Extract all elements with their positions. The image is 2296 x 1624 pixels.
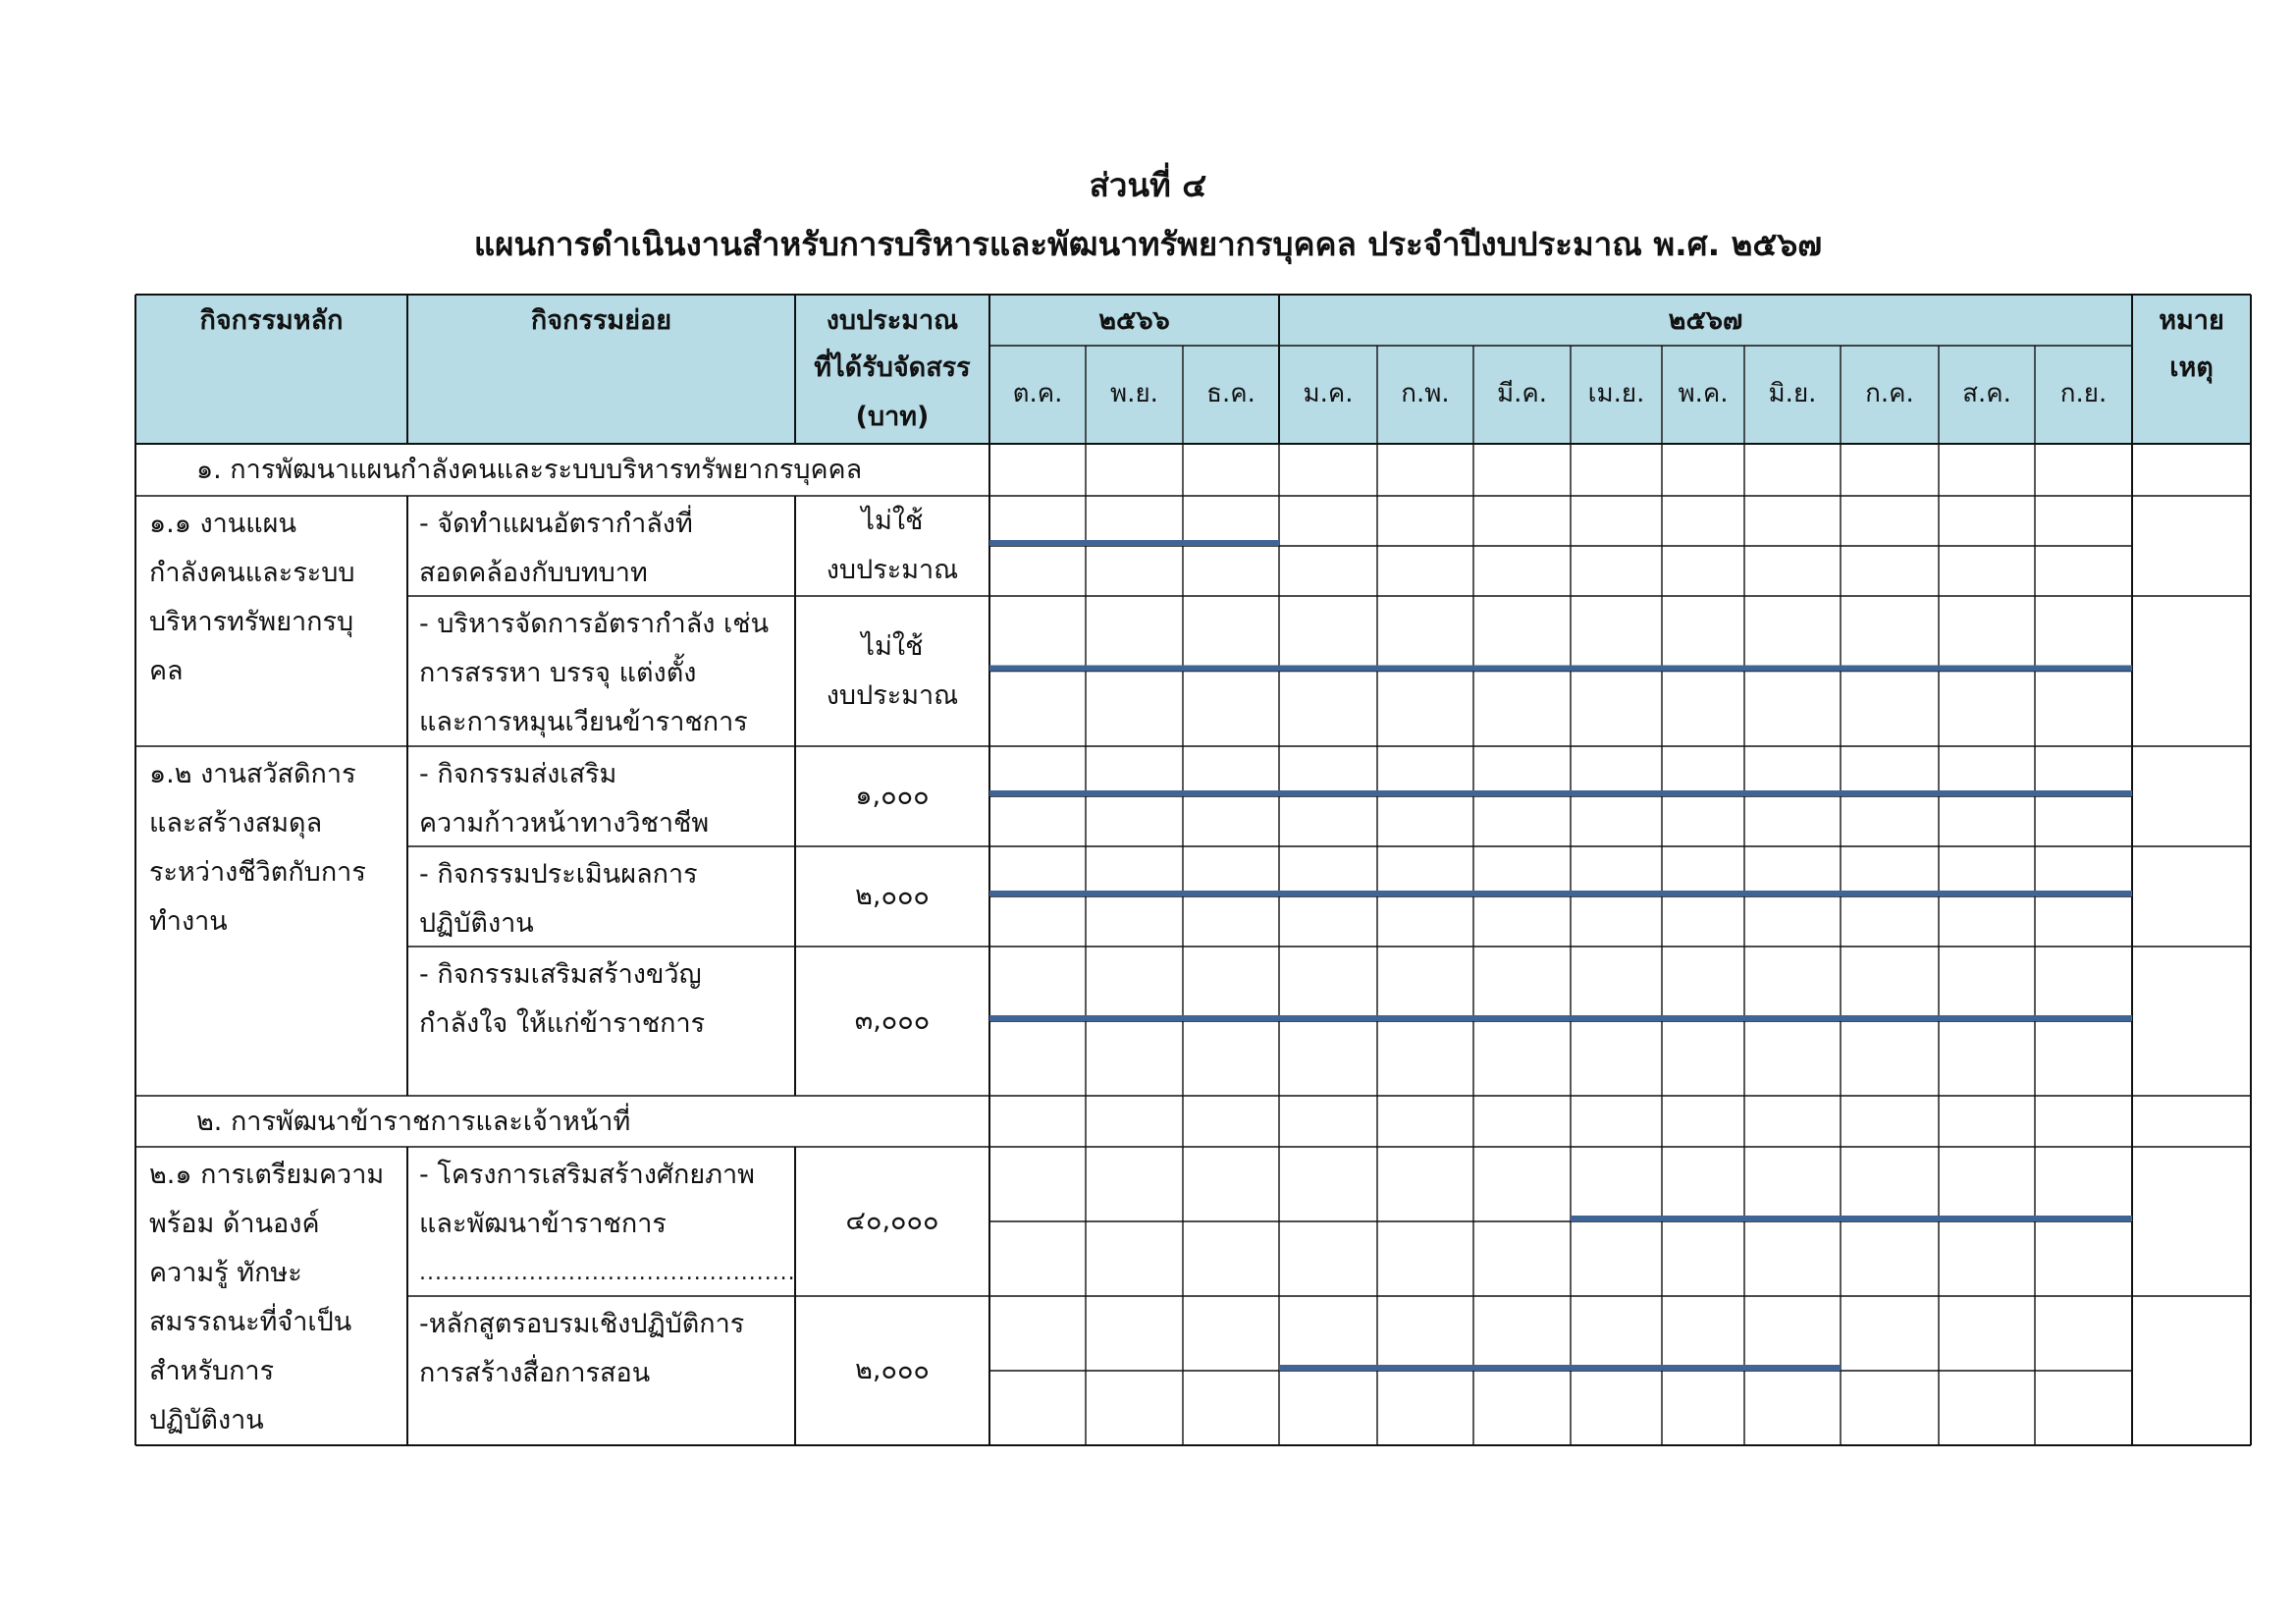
sub-activity-text: - บริหารจัดการอัตรากำลัง เช่น — [419, 609, 770, 639]
plan-title: แผนการดำเนินงานสำหรับการบริหารและพัฒนาทรัพยากรบุคคล ประจำปีงบประมาณ พ.ศ. ๒๕๖๗ — [473, 225, 1823, 263]
sub-activity-text: - กิจกรรมประเมินผลการ — [419, 859, 698, 890]
header-month: ส.ค. — [1962, 379, 2011, 408]
budget-value: ๔๐,๐๐๐ — [845, 1206, 939, 1236]
header-main-activity: กิจกรรมหลัก — [199, 305, 344, 336]
section-title: ๑. การพัฒนาแผนกำลังคนและระบบบริหารทรัพยากรบุคคล — [196, 455, 863, 485]
main-activity-text: ปฏิบัติงาน — [149, 1405, 264, 1435]
main-activity-text: ความรู้ ทักษะ — [149, 1258, 302, 1288]
main-activity-text: กำลังคนและระบบ — [149, 558, 355, 588]
header-month: พ.ย. — [1110, 379, 1158, 408]
section-number-title: ส่วนที่ ๔ — [1089, 166, 1207, 204]
main-activity-text: พร้อม ด้านองค์ — [149, 1209, 320, 1239]
sub-activity-text: การสรรหา บรรจุ แต่งตั้ง — [419, 658, 697, 688]
header-remark: เหตุ — [2169, 352, 2214, 383]
sub-activity-text: - กิจกรรมส่งเสริม — [419, 759, 617, 789]
budget-value: ๓,๐๐๐ — [854, 1005, 931, 1036]
header-month: มิ.ย. — [1768, 379, 1817, 408]
header-year-2567: ๒๕๖๗ — [1668, 305, 1743, 336]
sub-activity-text: สอดคล้องกับบทบาท — [419, 558, 648, 588]
sub-activity-text: และพัฒนาข้าราชการ — [419, 1209, 667, 1239]
budget-value: ไม่ใช้ — [861, 506, 924, 536]
header-month: ก.ค. — [1865, 379, 1914, 408]
main-activity-text: ทำงาน — [149, 906, 228, 937]
sub-activity-text: การสร้างสื่อการสอน — [419, 1358, 651, 1388]
header-month: มี.ค. — [1496, 379, 1548, 408]
sub-activity-text: กำลังใจ ให้แก่ข้าราชการ — [419, 1008, 706, 1039]
main-activity-text: ๑.๒ งานสวัสดิการ — [149, 759, 356, 789]
sub-activity-text: ปฏิบัติงาน — [419, 908, 534, 939]
header-month: ม.ค. — [1303, 379, 1354, 408]
header-month: พ.ค. — [1678, 379, 1729, 408]
sub-activity-text: และการหมุนเวียนข้าราชการ — [419, 707, 748, 737]
budget-value: ๒,๐๐๐ — [855, 881, 930, 911]
header-budget: งบประมาณ — [826, 305, 959, 336]
sub-activity-text: ความก้าวหน้าทางวิชาชีพ — [419, 808, 710, 839]
header-sub-activity: กิจกรรมย่อย — [530, 305, 672, 336]
header-month: ธ.ค. — [1206, 379, 1255, 408]
budget-value: ๒,๐๐๐ — [855, 1355, 930, 1385]
main-activity-text: และสร้างสมดุล — [149, 808, 323, 839]
header-month: ก.พ. — [1401, 379, 1450, 408]
main-activity-text: บริหารทรัพยากรบุ — [149, 607, 354, 637]
budget-value: ไม่ใช้ — [861, 630, 924, 662]
header-budget: ที่ได้รับจัดสรร — [814, 352, 971, 383]
header-remark: หมาย — [2159, 305, 2224, 336]
sub-activity-text: - โครงการเสริมสร้างศักยภาพ — [419, 1160, 755, 1190]
budget-value: งบประมาณ — [826, 555, 959, 585]
budget-value: ๑,๐๐๐ — [855, 781, 930, 811]
sub-activity-text: - จัดทำแผนอัตรากำลังที่ — [419, 509, 693, 539]
header-month: ก.ย. — [2059, 379, 2108, 408]
section-title: ๒. การพัฒนาข้าราชการและเจ้าหน้าที่ — [196, 1107, 631, 1137]
sub-activity-text: -หลักสูตรอบรมเชิงปฏิบัติการ — [419, 1309, 745, 1339]
sub-activity-text: ................................................ — [419, 1261, 796, 1285]
main-activity-text: สมรรถนะที่จำเป็น — [149, 1307, 352, 1337]
main-activity-text: ๒.๑ การเตรียมความ — [149, 1160, 385, 1190]
main-activity-text: ๑.๑ งานแผน — [149, 509, 296, 539]
main-activity-text: ระหว่างชีวิตกับการ — [149, 857, 366, 888]
budget-value: งบประมาณ — [826, 679, 959, 711]
sub-activity-text: - กิจกรรมเสริมสร้างขวัญ — [419, 959, 702, 990]
header-month: ต.ค. — [1012, 379, 1063, 408]
header-budget: (บาท) — [855, 402, 930, 432]
main-activity-text: สำหรับการ — [149, 1356, 275, 1386]
main-activity-text: คล — [149, 656, 184, 686]
header-year-2566: ๒๕๖๖ — [1098, 305, 1170, 336]
header-month: เม.ย. — [1587, 379, 1645, 408]
